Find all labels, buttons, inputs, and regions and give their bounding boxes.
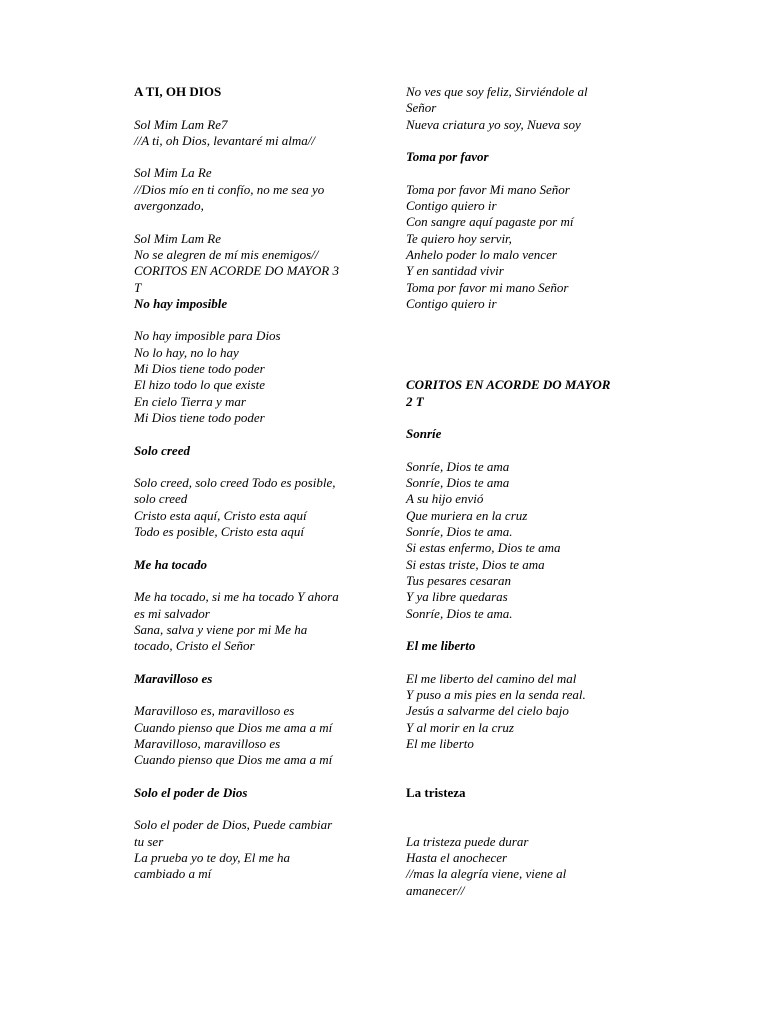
verse-line: Señor [406, 100, 437, 116]
verse-line: Sonríe, Dios te ama [406, 458, 510, 474]
line-gap [406, 165, 638, 181]
verse-line: Cristo esta aquí, Cristo esta aquí [134, 507, 307, 523]
verse-line: //Dios mío en ti confío, no me sea yo [134, 181, 325, 197]
verse-line: CORITOS EN ACORDE DO MAYOR 3 [134, 263, 339, 279]
verse-line: Tus pesares cesaran [406, 572, 511, 588]
verse-line: Y puso a mis pies en la senda real. [406, 686, 586, 702]
heading-line: La tristeza [406, 784, 466, 800]
verse-line: No lo hay, no lo hay [134, 344, 239, 360]
verse-line: solo creed [134, 491, 188, 507]
song-title [134, 84, 364, 100]
heading-line: Sonríe [406, 426, 442, 442]
verse-line: Contigo quiero ir [406, 198, 497, 214]
line-gap [406, 361, 638, 377]
heading-line: Maravilloso es [134, 670, 213, 686]
verse-line: Solo el poder de Dios, Puede cambiar [134, 817, 333, 833]
verse-line: Nueva criatura yo soy, Nueva soy [406, 116, 581, 132]
song-heading [406, 377, 638, 410]
heading-line: Solo el poder de Dios [134, 784, 248, 800]
song-verse [406, 459, 638, 622]
song-verse [134, 117, 364, 150]
verse-line: Sonríe, Dios te ama. [406, 605, 513, 621]
heading-line: CORITOS EN ACORDE DO MAYOR [406, 377, 611, 393]
verse-line: avergonzado, [134, 198, 204, 214]
verse-line: En cielo Tierra y mar [134, 393, 246, 409]
verse-line: Sonríe, Dios te ama [406, 475, 510, 491]
line-gap [406, 328, 638, 344]
verse-line: Hasta el anochecer [406, 849, 508, 865]
verse-line: Sana, salva y viene por mi Me ha [134, 621, 308, 637]
verse-line: T [134, 279, 142, 295]
verse-line: Sol Mim La Re [134, 165, 212, 181]
heading-line: El me liberto [406, 638, 476, 654]
verse-line: La prueba yo te doy, El me ha [134, 849, 290, 865]
verse-line: El me liberto [406, 735, 474, 751]
line-gap [134, 540, 364, 556]
verse-line: Y ya libre quedaras [406, 589, 508, 605]
verse-line: No hay imposible para Dios [134, 328, 281, 344]
verse-line: Y en santidad vivir [406, 263, 504, 279]
song-heading [406, 149, 638, 165]
song-heading [134, 557, 364, 573]
song-verse [406, 671, 638, 752]
line-gap [406, 133, 638, 149]
verse-line: Jesús a salvarme del cielo bajo [406, 703, 569, 719]
line-gap [134, 312, 364, 328]
line-gap [134, 687, 364, 703]
verse-line: Anhelo poder lo malo vencer [406, 246, 557, 262]
verse-line: //mas la alegría viene, viene al [406, 866, 567, 882]
verse-line: Toma por favor mi mano Señor [406, 279, 569, 295]
line-gap [406, 622, 638, 638]
verse-line: tu ser [134, 833, 164, 849]
verse-line: El hizo todo lo que existe [134, 377, 266, 393]
line-gap [134, 214, 364, 230]
song-heading [406, 638, 638, 654]
song-verse [406, 182, 638, 312]
line-gap [134, 100, 364, 116]
verse-line: Mi Dios tiene todo poder [134, 409, 265, 425]
heading-line: A TI, OH DIOS [134, 84, 222, 99]
right-column [406, 84, 638, 899]
song-verse [406, 84, 638, 133]
song-verse [134, 817, 364, 882]
line-gap [134, 149, 364, 165]
left-column [134, 84, 364, 883]
song-heading [134, 296, 364, 312]
line-gap [134, 768, 364, 784]
verse-line: El me liberto del camino del mal [406, 670, 577, 686]
verse-line: Con sangre aquí pagaste por mí [406, 214, 574, 230]
song-heading [134, 443, 364, 459]
verse-line: No se alegren de mí mis enemigos// [134, 246, 319, 262]
song-heading [134, 785, 364, 801]
verse-line: es mi salvador [134, 605, 210, 621]
song-verse [134, 703, 364, 768]
verse-line: //A ti, oh Dios, levantaré mi alma// [134, 132, 316, 148]
heading-line: 2 T [406, 393, 424, 409]
verse-line: Si estas enfermo, Dios te ama [406, 540, 561, 556]
line-gap [134, 426, 364, 442]
heading-line: No hay imposible [134, 295, 228, 311]
line-gap [134, 654, 364, 670]
verse-line: Sonríe, Dios te ama. [406, 524, 513, 540]
line-gap [406, 801, 638, 817]
line-gap [406, 768, 638, 784]
line-gap [134, 573, 364, 589]
line-gap [406, 410, 638, 426]
verse-line: Sol Mim Lam Re7 [134, 116, 228, 132]
verse-line: Toma por favor Mi mano Señor [406, 181, 570, 197]
line-gap [134, 801, 364, 817]
verse-line: Si estas triste, Dios te ama [406, 556, 545, 572]
line-gap [134, 459, 364, 475]
song-verse [134, 165, 364, 214]
song-title [406, 785, 638, 801]
line-gap [406, 443, 638, 459]
verse-line: amanecer// [406, 882, 465, 898]
verse-line: Y al morir en la cruz [406, 719, 514, 735]
song-verse [406, 834, 638, 899]
verse-line: Maravilloso es, maravilloso es [134, 703, 295, 719]
verse-line: Cuando pienso que Dios me ama a mí [134, 719, 333, 735]
verse-line: A su hijo envió [406, 491, 484, 507]
verse-line: No ves que soy feliz, Sirviéndole al [406, 84, 588, 99]
verse-line: Cuando pienso que Dios me ama a mí [134, 752, 333, 768]
verse-line: Mi Dios tiene todo poder [134, 361, 265, 377]
line-gap [406, 817, 638, 833]
verse-line: tocado, Cristo el Señor [134, 638, 255, 654]
verse-line: Te quiero hoy servir, [406, 230, 512, 246]
line-gap [406, 345, 638, 361]
verse-line: La tristeza puede durar [406, 833, 529, 849]
verse-line: Que muriera en la cruz [406, 507, 528, 523]
song-verse [134, 475, 364, 540]
heading-line: Toma por favor [406, 149, 489, 165]
song-verse [134, 231, 364, 296]
song-heading [134, 671, 364, 687]
song-heading [406, 426, 638, 442]
verse-line: Solo creed, solo creed Todo es posible, [134, 475, 336, 491]
verse-line: Sol Mim Lam Re [134, 230, 222, 246]
song-verse [134, 589, 364, 654]
song-verse [134, 328, 364, 426]
verse-line: cambiado a mí [134, 866, 212, 882]
verse-line: Maravilloso, maravilloso es [134, 735, 281, 751]
line-gap [406, 654, 638, 670]
verse-line: Me ha tocado, si me ha tocado Y ahora [134, 589, 339, 605]
verse-line: Contigo quiero ir [406, 295, 497, 311]
line-gap [406, 312, 638, 328]
verse-line: Todo es posible, Cristo esta aquí [134, 524, 304, 540]
heading-line: Solo creed [134, 442, 190, 458]
line-gap [406, 752, 638, 768]
heading-line: Me ha tocado [134, 556, 207, 572]
